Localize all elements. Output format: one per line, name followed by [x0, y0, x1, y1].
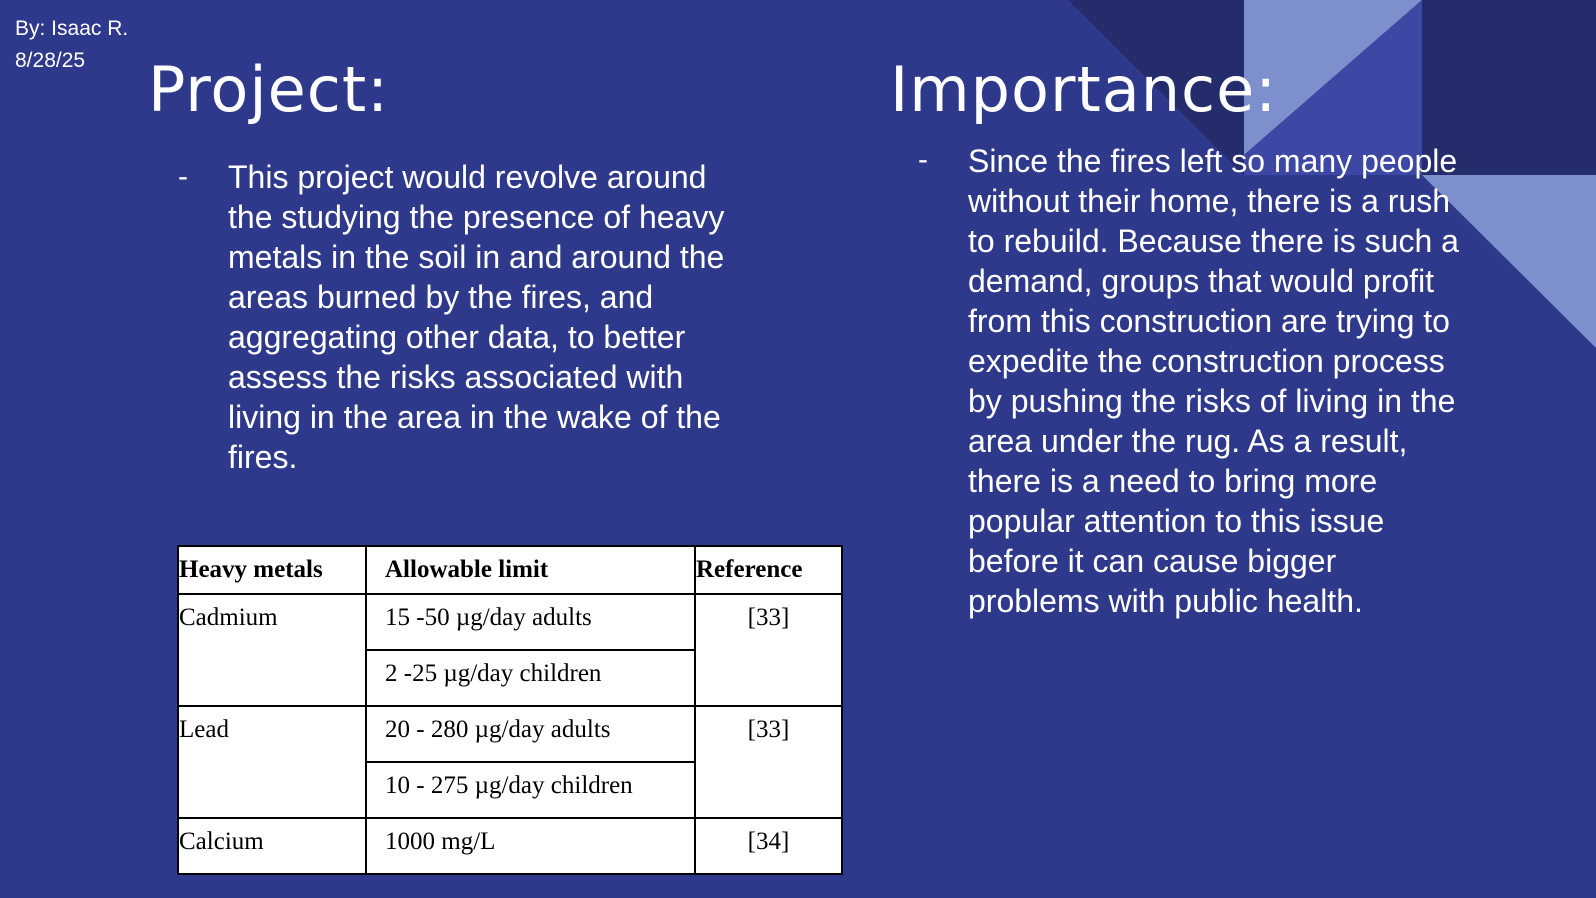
- header-reference: Reference: [695, 546, 842, 594]
- table-header-row: [178, 546, 842, 594]
- limit-cell: 2 -25 µg/day children: [366, 650, 695, 706]
- metal-cell: Calcium: [178, 818, 366, 874]
- importance-text: Since the fires left so many people without their home, there is a rush to rebuild. Because there is such a demand, groups that would profit from this construction are trying to expedite the construction process by pushing the risks of living in the area under the rug. As a result, there is a need to bring more popular attention to this issue before it can cause bigger problems with public health.: [968, 143, 1459, 619]
- project-bullet: -: [178, 160, 188, 193]
- header-allowable-limit: Allowable limit: [366, 546, 695, 594]
- metal-cell: Cadmium: [178, 594, 366, 706]
- importance-bullet: -: [918, 143, 928, 176]
- author-block: [15, 13, 128, 77]
- limit-cell: 20 - 280 µg/day adults: [366, 706, 695, 762]
- reference-cell: [33]: [695, 594, 842, 706]
- importance-heading: Importance:: [890, 53, 1278, 126]
- header-heavy-metals: Heavy metals: [178, 546, 366, 594]
- table-row: [178, 818, 842, 874]
- heavy-metals-table: [177, 545, 843, 875]
- project-heading: Project:: [148, 53, 390, 126]
- reference-cell: [34]: [695, 818, 842, 874]
- table-row: [178, 594, 842, 650]
- project-text: This project would revolve around the studying the presence of heavy metals in the soil in and around the areas burned by the fires, and aggregating other data, to better assess the risks associated with living in the area in the wake of the fires.: [228, 159, 725, 475]
- limit-cell: 10 - 275 µg/day children: [366, 762, 695, 818]
- author-date: 8/28/25: [15, 49, 86, 72]
- limit-cell: 1000 mg/L: [366, 818, 695, 874]
- table-row: [178, 706, 842, 762]
- author-name: By: Isaac R.: [15, 17, 129, 40]
- metal-cell: Lead: [178, 706, 366, 818]
- reference-cell: [33]: [695, 706, 842, 818]
- limit-cell: 15 -50 µg/day adults: [366, 594, 695, 650]
